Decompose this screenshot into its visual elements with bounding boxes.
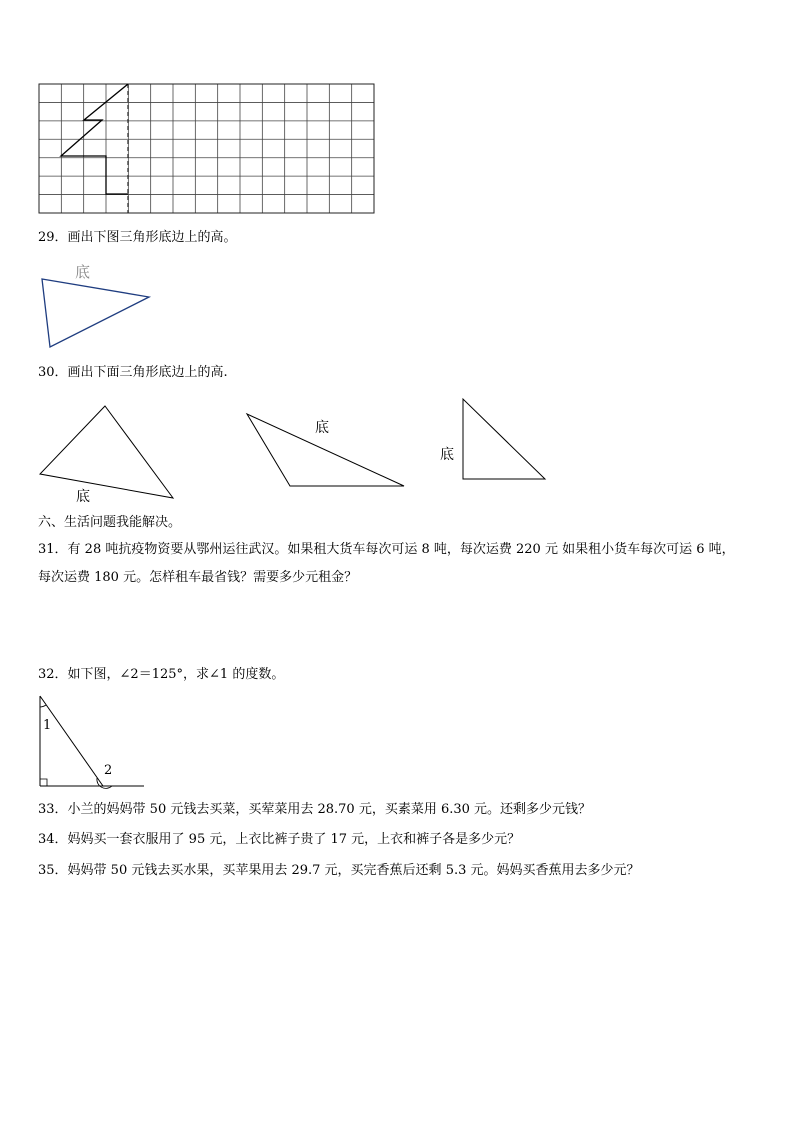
section-6-heading: 六、生活问题我能解决。 — [38, 515, 182, 530]
q35-text: 35．妈妈带 50 元钱去买水果，买苹果用去 29.7 元，买完香蕉后还剩 5.3 元。妈妈买香蕉用去多少元？ — [38, 863, 640, 878]
q30-triangles-figure — [30, 395, 560, 510]
q30-base-label-3: 底 — [440, 447, 454, 463]
q29-text: 29．画出下图三角形底边上的高。 — [38, 230, 237, 245]
right-angle-mark — [40, 779, 47, 786]
q30-base-label-2: 底 — [315, 420, 329, 436]
q29-triangle — [42, 279, 149, 347]
q31-line-1: 31．有 28 吨抗疫物资要从鄂州运往武汉。如果租大货车每次可运 8 吨，每次运费 220 元 如果租小货车每次可运 6 吨， — [38, 542, 735, 557]
angle-2-label: 2 — [104, 763, 113, 778]
angle-2-arc — [97, 778, 112, 788]
q33-text: 33．小兰的妈妈带 50 元钱去买菜，买荤菜用去 28.70 元，买素菜用 6.30 元。还剩多少元钱？ — [38, 802, 592, 817]
q30-triangle-3 — [463, 399, 545, 479]
grid-figure — [0, 0, 794, 220]
q29-triangle-figure — [30, 258, 170, 358]
hypotenuse — [40, 696, 103, 786]
q34-text: 34．妈妈买一套衣服用了 95 元，上衣比裤子贵了 17 元，上衣和裤子各是多少元？ — [38, 832, 521, 847]
q32-text: 32．如下图，∠2＝125°，求∠1 的度数。 — [38, 667, 285, 682]
q29-base-label: 底 — [75, 263, 91, 281]
grid-border — [39, 84, 374, 213]
q30-text: 30．画出下面三角形底边上的高. — [38, 365, 228, 380]
q30-base-label-1: 底 — [76, 489, 90, 505]
q30-triangle-1 — [40, 406, 173, 498]
q31-line-2: 每次运费 180 元。怎样租车最省钱？需要多少元租金？ — [38, 570, 358, 585]
grid-lines — [39, 84, 374, 213]
q32-angle-figure — [30, 690, 160, 790]
angle-1-label: 1 — [43, 718, 52, 733]
angle-1-arc — [40, 705, 46, 707]
